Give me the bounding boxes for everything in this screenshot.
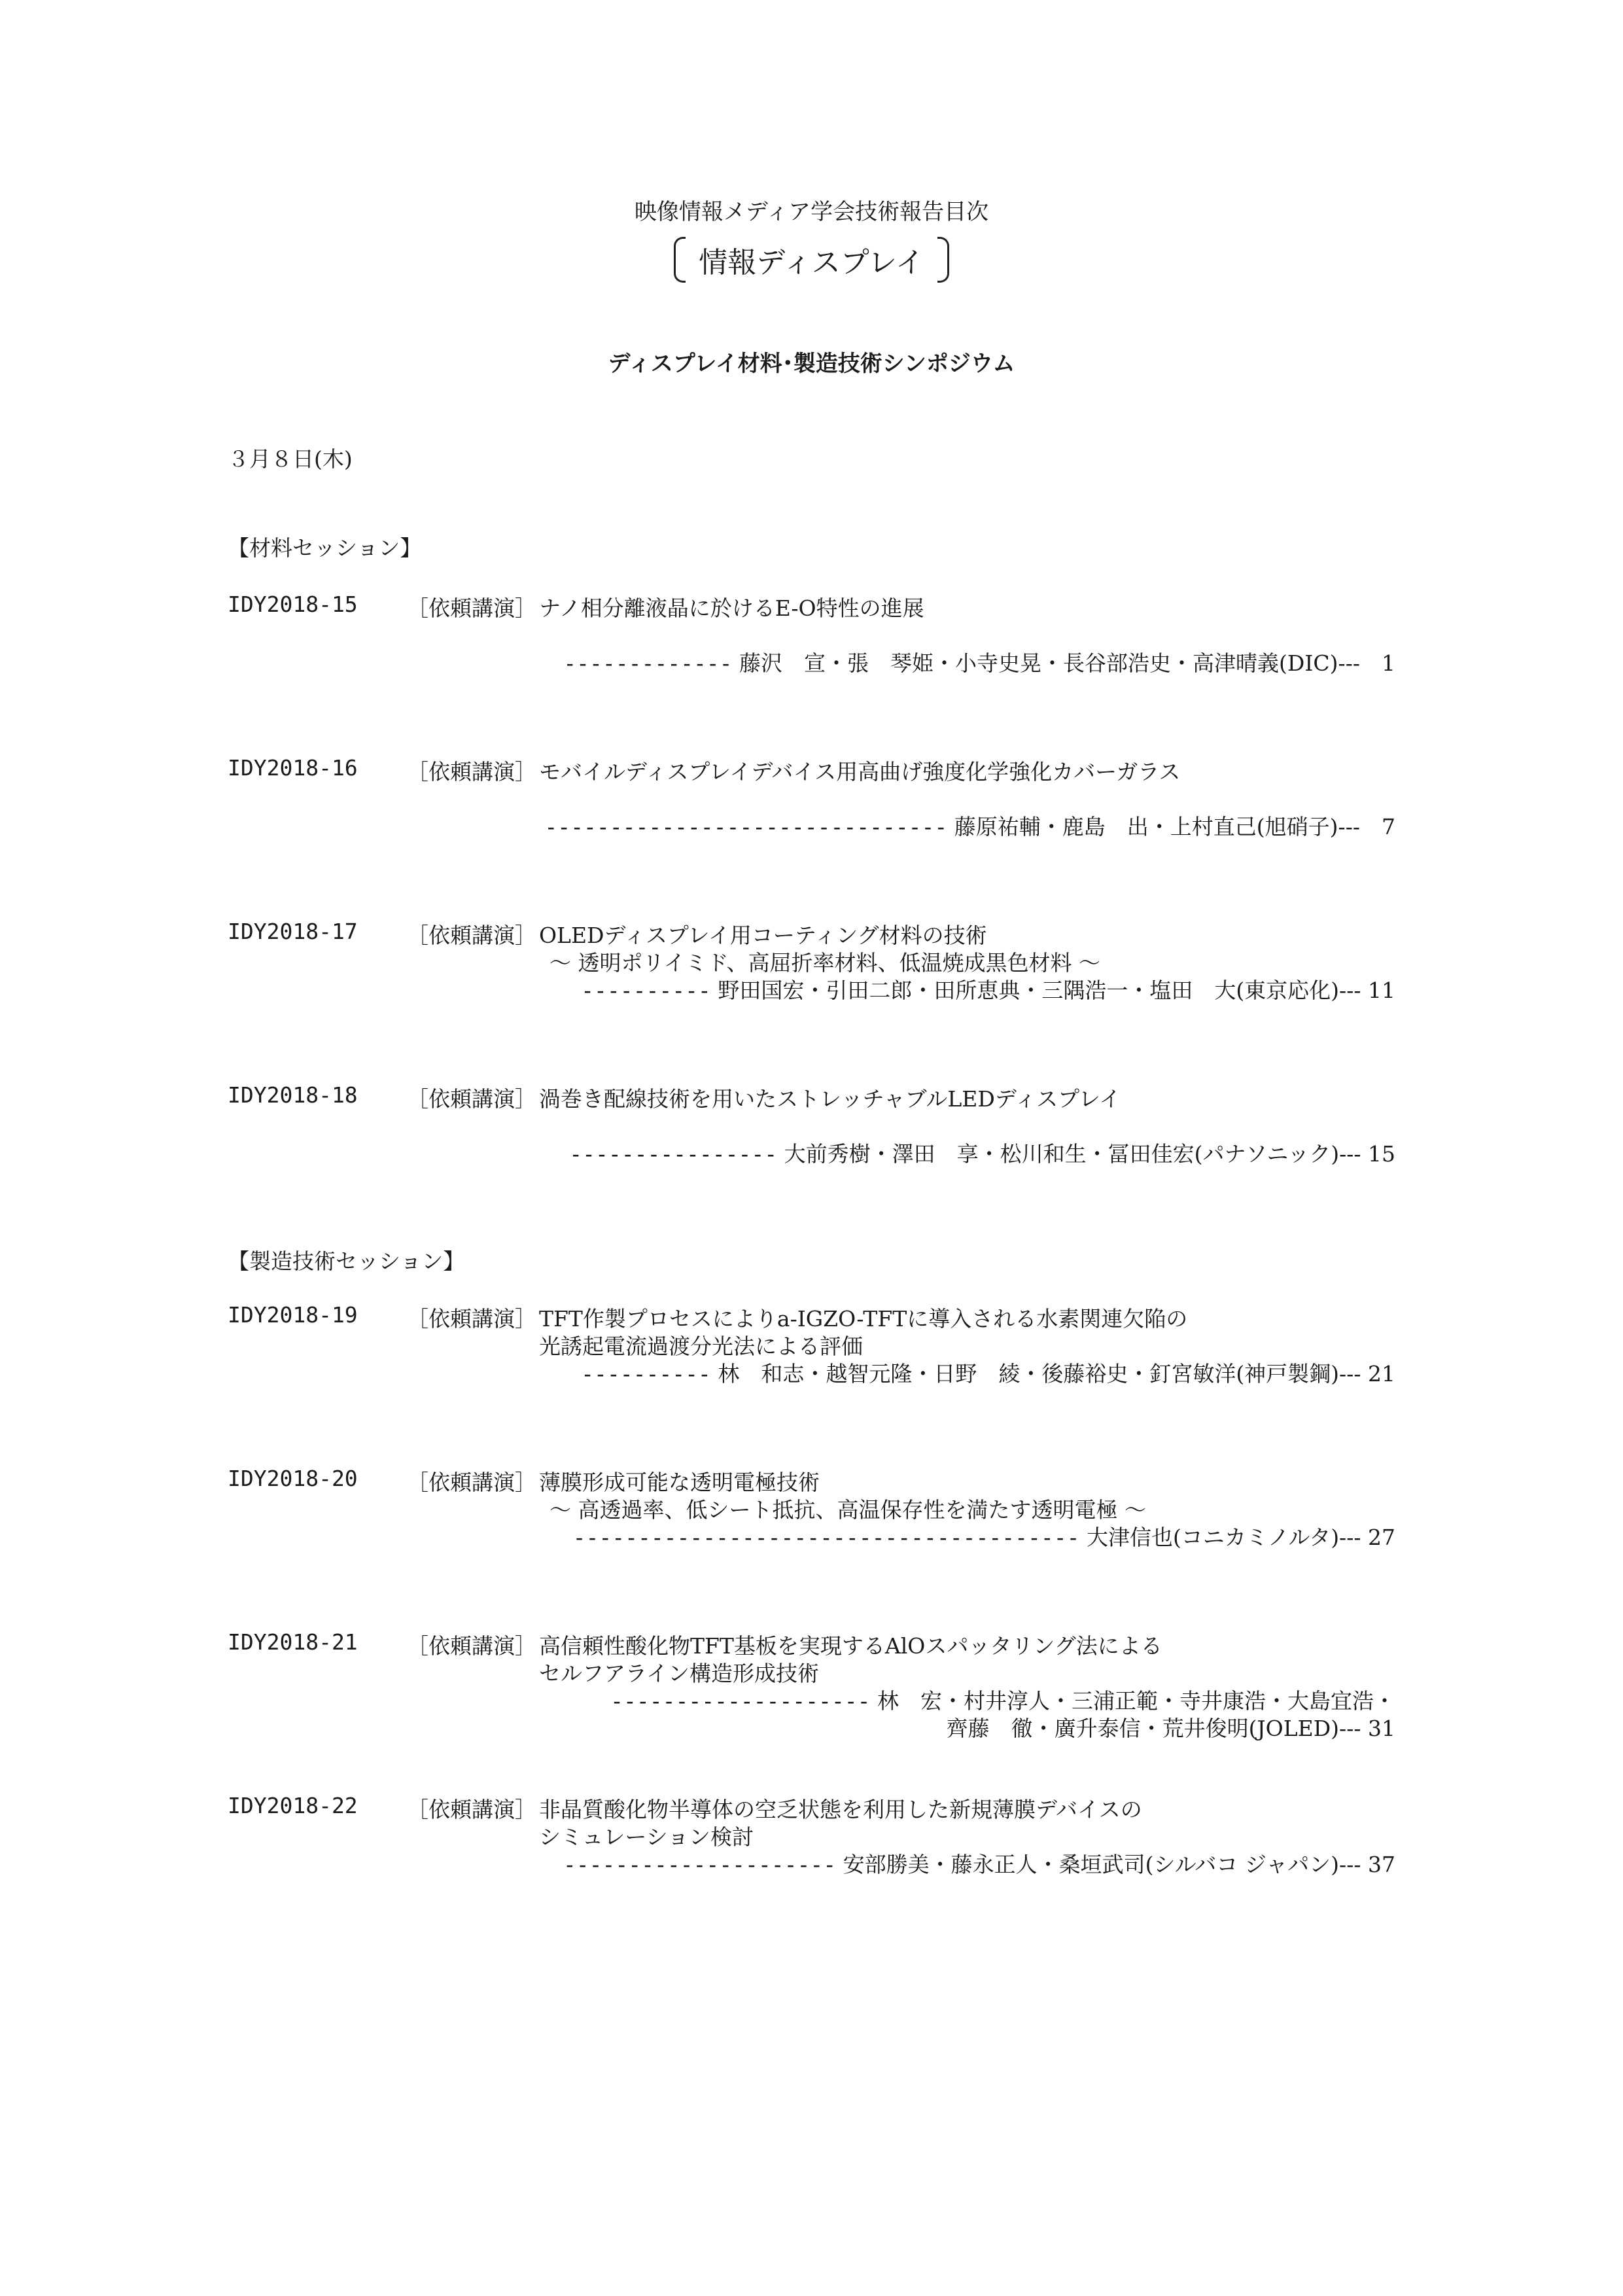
paper-title: 渦巻き配線技術を用いたストレッチャブルLEDディスプレイ xyxy=(539,1086,1121,1112)
toc-entry xyxy=(0,755,1623,886)
paper-kind: ［依頼講演］ xyxy=(407,595,536,621)
paper-kind: ［依頼講演］ xyxy=(407,1086,536,1112)
paper-code: IDY2018-19 xyxy=(228,1302,358,1328)
report-title: 情報ディスプレイ xyxy=(699,246,924,279)
report-header: 映像情報メディア学会技術報告目次 xyxy=(634,199,989,225)
author-line-2 xyxy=(947,1712,1395,1742)
session-date: ３月８日(木) xyxy=(228,446,353,472)
paper-title: 高信頼性酸化物TFT基板を実現するAlOスパッタリング法による xyxy=(539,1633,1162,1659)
symposium-title: ディスプレイ材料･製造技術シンポジウム xyxy=(608,351,1015,377)
paper-kind: ［依頼講演］ xyxy=(407,1797,536,1822)
paper-title: モバイルディスプレイデバイス用高曲げ強度化学強化カバーガラス xyxy=(539,759,1181,785)
paper-authors: 林 和志・越智元隆・日野 綾・後藤裕史・釘宮敏洋(神戸製鋼)--- 21 xyxy=(718,1361,1395,1386)
paper-kind: ［依頼講演］ xyxy=(407,1306,536,1332)
author-line xyxy=(581,1357,1395,1388)
author-line xyxy=(544,810,1395,841)
author-line xyxy=(581,974,1395,1004)
leader-dashes: -------------------- xyxy=(610,1688,871,1714)
paper-title-line2: セルフアライン構造形成技術 xyxy=(539,1661,820,1686)
paper-authors: 大前秀樹・澤田 享・松川和生・冨田佳宏(パナソニック)--- 15 xyxy=(784,1141,1395,1167)
leader-dashes: --------------------- xyxy=(563,1852,837,1877)
toc-entry xyxy=(0,592,1623,722)
paper-authors-cont: 齊藤 徹・廣升泰信・荒井俊明(JOLED)--- 31 xyxy=(946,1716,1395,1741)
paper-code: IDY2018-16 xyxy=(228,755,358,781)
leader-dashes: ---------- xyxy=(581,1361,711,1386)
paper-kind: ［依頼講演］ xyxy=(407,1633,536,1659)
paper-code: IDY2018-22 xyxy=(228,1793,358,1818)
paper-authors: 藤沢 宣・張 琴姫・小寺史晃・長谷部浩史・高津晴義(DIC)--- 1 xyxy=(739,650,1395,676)
paper-code: IDY2018-21 xyxy=(228,1629,358,1655)
leader-dashes: ------------- xyxy=(563,650,733,676)
paper-title: TFT作製プロセスによりa-IGZO-TFTに導入される水素関連欠陥の xyxy=(539,1306,1188,1332)
paper-code: IDY2018-17 xyxy=(228,919,358,944)
paper-subtitle: ～ 高透過率、低シート抵抗、高温保存性を満たす透明電極 ～ xyxy=(550,1497,1146,1523)
left-bracket-icon xyxy=(674,237,686,283)
paper-title: 非晶質酸化物半導体の空乏状態を利用した新規薄膜デバイスの xyxy=(539,1797,1142,1822)
paper-authors: 大津信也(コニカミノルタ)--- 27 xyxy=(1086,1525,1395,1550)
paper-authors: 安部勝美・藤永正人・桑垣武司(シルバコ ジャパン)--- 37 xyxy=(843,1852,1395,1877)
report-title-box xyxy=(0,237,1623,285)
author-line xyxy=(563,646,1395,677)
paper-kind: ［依頼講演］ xyxy=(407,1470,536,1495)
paper-title-line2: シミュレーション検討 xyxy=(539,1824,754,1850)
paper-kind: ［依頼講演］ xyxy=(407,759,536,785)
author-line xyxy=(569,1137,1395,1168)
toc-entry xyxy=(0,1466,1623,1597)
author-line xyxy=(610,1684,1395,1715)
toc-entry xyxy=(0,1793,1623,1924)
leader-dashes: ------------------------------- xyxy=(544,814,948,839)
session-label-manufacturing: 【製造技術セッション】 xyxy=(228,1248,465,1274)
author-line xyxy=(563,1848,1395,1879)
session-label-materials: 【材料セッション】 xyxy=(228,535,422,561)
toc-entry xyxy=(0,919,1623,1050)
leader-dashes: ---------------- xyxy=(569,1141,778,1167)
leader-dashes: --------------------------------------- xyxy=(572,1525,1080,1550)
toc-entry xyxy=(0,1302,1623,1433)
paper-subtitle: ～ 透明ポリイミド、高屈折率材料、低温焼成黒色材料 ～ xyxy=(550,950,1101,976)
paper-code: IDY2018-20 xyxy=(228,1466,358,1491)
paper-code: IDY2018-15 xyxy=(228,592,358,617)
paper-kind: ［依頼講演］ xyxy=(407,923,536,948)
author-line xyxy=(573,1521,1395,1551)
toc-entry xyxy=(0,1629,1623,1760)
paper-title: OLEDディスプレイ用コーティング材料の技術 xyxy=(539,923,987,948)
toc-entry xyxy=(0,1082,1623,1213)
paper-authors: 林 宏・村井淳人・三浦正範・寺井康浩・大島宜浩・ xyxy=(877,1688,1395,1714)
paper-title-line2: 光誘起電流過渡分光法による評価 xyxy=(539,1333,863,1359)
leader-dashes: ---------- xyxy=(581,978,711,1003)
right-bracket-icon xyxy=(937,237,949,283)
paper-authors: 藤原祐輔・鹿島 出・上村直己(旭硝子)--- 7 xyxy=(954,814,1395,839)
paper-code: IDY2018-18 xyxy=(228,1082,358,1108)
paper-authors: 野田国宏・引田二郎・田所恵典・三隅浩一・塩田 大(東京応化)--- 11 xyxy=(718,978,1395,1003)
paper-title: 薄膜形成可能な透明電極技術 xyxy=(539,1470,820,1495)
paper-title: ナノ相分離液晶に於けるE-O特性の進展 xyxy=(539,595,924,621)
